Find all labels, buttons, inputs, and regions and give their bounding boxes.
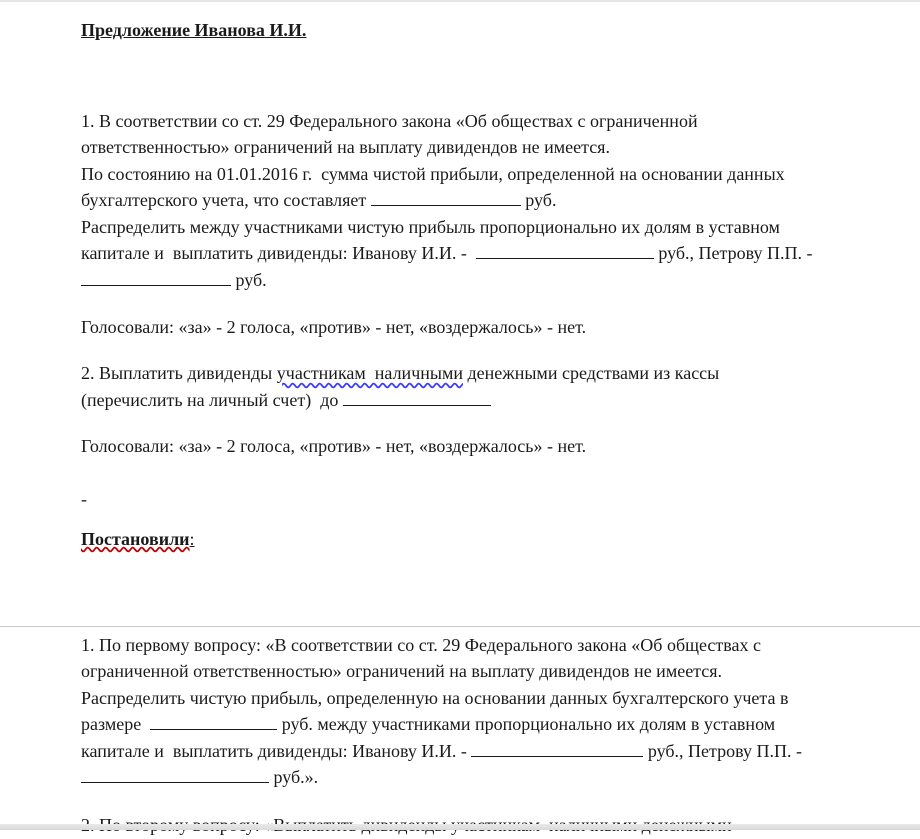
item1-line7 — [81, 267, 267, 294]
page-top-border — [0, 0, 920, 2]
decision1-line5-unit: руб., Петрову П.П. - — [643, 741, 802, 761]
decision1-line1: 1. По первому вопросу: «В соответствии со ст. 29 Федерального закона «Об обществах с — [81, 635, 762, 655]
item2-line1 — [81, 360, 719, 387]
decision-petrov-blank — [81, 764, 269, 783]
decision1-line6-unit: руб.». — [269, 767, 319, 787]
profit-amount-blank — [371, 187, 521, 206]
item1-line6 — [81, 240, 813, 267]
decision1-line5-text: капитале и выплатить дивиденды: Иванову И.И. - — [81, 741, 472, 761]
decision1-line4-text: размере — [81, 714, 151, 734]
page-break-line — [0, 626, 920, 627]
item2-line1-rest: денежными средствами из кассы — [463, 363, 720, 383]
decision1-line6 — [81, 764, 318, 791]
item2-line2 — [81, 387, 491, 414]
decision-ivanov-blank — [471, 738, 643, 757]
item1-line4-unit: руб. — [520, 190, 557, 210]
item1-line4-text: бухгалтерского учета, что составляет — [81, 190, 371, 210]
decision-profit-blank — [150, 711, 277, 730]
item1-line5: Распределить между участниками чистую прибыль пропорционально их долям в уставном — [81, 217, 780, 237]
dash-line: - — [81, 489, 87, 509]
decision1-line3: Распределить чистую прибыль, определенную на основании данных бухгалтерского учета в — [81, 688, 789, 708]
decided-heading — [81, 526, 195, 553]
item2-line1-text: 2. Выплатить дивиденды — [81, 363, 277, 383]
petrov-dividend-blank — [81, 267, 231, 286]
item1-line6-text: капитале и выплатить дивиденды: Иванову И.И. - — [81, 243, 476, 263]
item1-line2: ответственностью» ограничений на выплату дивидендов не имеется. — [81, 137, 610, 157]
decided-label: Постановили — [81, 529, 190, 549]
decision2-partial-line — [81, 812, 732, 824]
vote2-text: Голосовали: «за» - 2 голоса, «против» - нет, «воздержалось» - нет. — [81, 436, 587, 456]
item1-line1: 1. В соответствии со ст. 29 Федерального закона «Об обществах с ограниченной — [81, 111, 698, 131]
decision1-line5 — [81, 738, 802, 765]
vote1-text: Голосовали: «за» - 2 голоса, «против» - нет, «воздержалось» - нет. — [81, 317, 587, 337]
item1-line6-unit: руб., Петрову П.П. - — [653, 243, 813, 263]
ivanov-dividend-blank — [476, 240, 654, 259]
decision1-line4-rest: руб. между участниками пропорционально их долям в уставном — [277, 714, 776, 734]
item2-spellcheck-phrase: участникам наличными — [276, 363, 463, 383]
item1-line3: По состоянию на 01.01.2016 г. сумма чистой прибыли, определенной на основании данных — [81, 164, 785, 184]
payment-date-blank — [343, 387, 491, 406]
decision1-line4 — [81, 711, 775, 738]
item2-line2-text: (перечислить на личный счет) до — [81, 390, 343, 410]
decided-colon: : — [189, 529, 195, 549]
item1-line4 — [81, 187, 556, 214]
proposal-title: Предложение Иванова И.И. — [81, 20, 307, 40]
item1-line7-unit: руб. — [231, 270, 267, 290]
page-bottom-edge — [0, 824, 920, 830]
decision1-line2: ограниченной ответственностью» ограничений на выплату дивидендов не имеется. — [81, 661, 723, 681]
